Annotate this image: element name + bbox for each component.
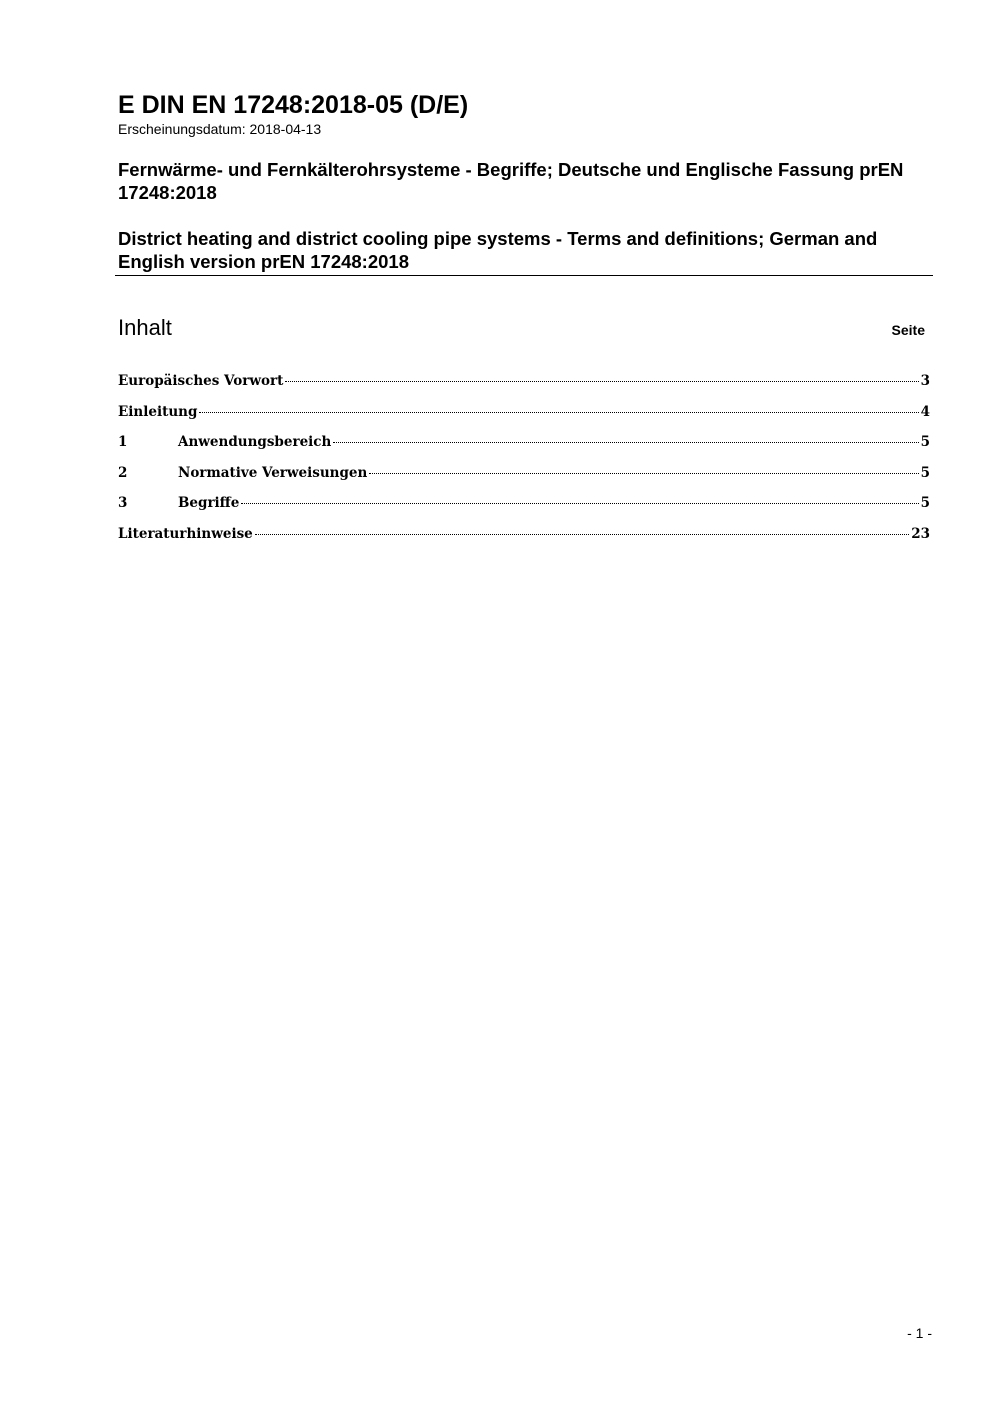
header-rule <box>115 275 933 276</box>
toc-entry-title: Europäisches Vorwort <box>118 373 284 389</box>
toc-list <box>118 371 930 554</box>
toc-entry-number: 2 <box>118 464 128 481</box>
toc-entry-page: 4 <box>920 403 930 420</box>
toc-leader <box>255 534 909 535</box>
toc-entry-number: 1 <box>118 434 128 450</box>
toc-entry-anwendungsbereich[interactable] <box>118 432 930 463</box>
toc-leader <box>333 442 918 443</box>
page-number: - 1 - <box>907 1325 932 1341</box>
toc-entry-page: 5 <box>920 464 930 481</box>
title-english: District heating and district cooling pipe systems - Terms and definitions; German and English version prEN 17248:2018 <box>118 228 878 272</box>
toc-entry-page: 23 <box>911 525 930 542</box>
toc-leader <box>285 381 918 382</box>
toc-entry-page: 3 <box>920 373 930 389</box>
toc-entry-title: Begriffe <box>178 495 240 511</box>
toc-entry-title: Anwendungsbereich <box>178 434 332 450</box>
toc-entry-europaeisches-vorwort[interactable] <box>118 371 930 402</box>
toc-entry-page: 5 <box>920 434 930 450</box>
toc-entry-page: 5 <box>920 495 930 511</box>
toc-entry-title: Normative Verweisungen <box>178 464 368 481</box>
title-german: Fernwärme- und Fernkälterohrsysteme - Begriffe; Deutsche und Englische Fassung prEN 17248:2018 <box>118 159 904 203</box>
toc-entry-title: Einleitung <box>118 403 198 420</box>
toc-entry-literaturhinweise[interactable] <box>118 524 930 555</box>
toc-entry-title: Literaturhinweise <box>118 525 253 542</box>
toc-entry-number: 3 <box>118 495 128 511</box>
toc-leader <box>199 412 918 413</box>
toc-page-column-label: Seite <box>891 322 925 338</box>
toc-entry-normative-verweisungen[interactable] <box>118 463 930 494</box>
doc-title: E DIN EN 17248:2018-05 (D/E) <box>118 91 469 119</box>
toc-heading: Inhalt <box>118 315 172 340</box>
toc-entry-einleitung[interactable] <box>118 402 930 433</box>
toc-leader <box>241 503 918 504</box>
toc-leader <box>369 473 918 474</box>
publication-date: Erscheinungsdatum: 2018-04-13 <box>118 121 322 137</box>
toc-entry-begriffe[interactable] <box>118 493 930 524</box>
